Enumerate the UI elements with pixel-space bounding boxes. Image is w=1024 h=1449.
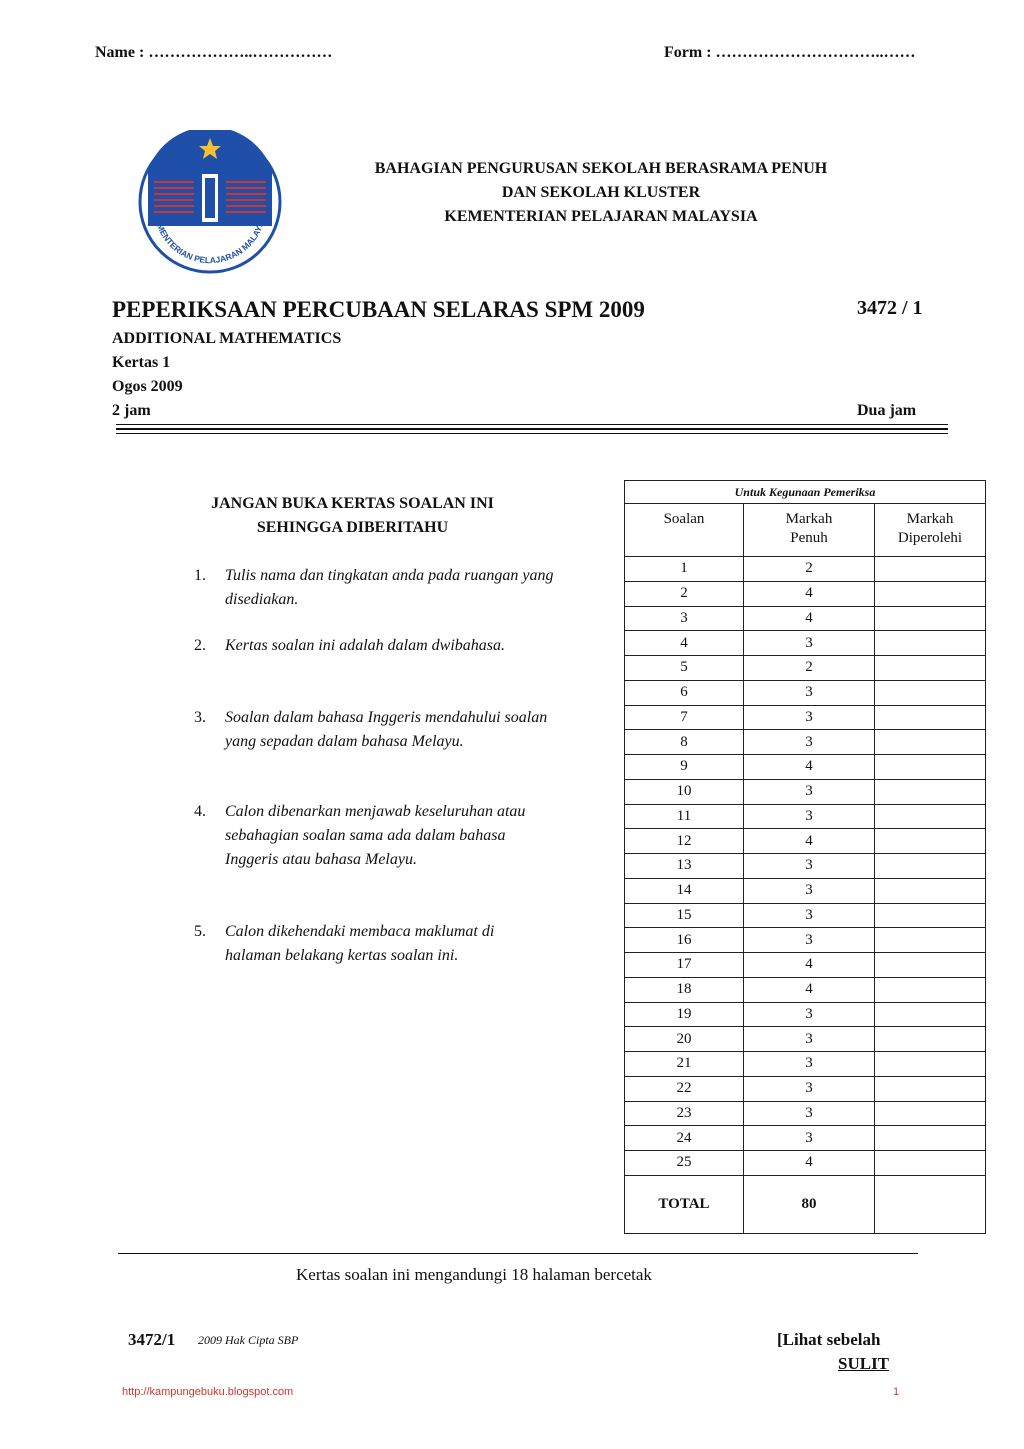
marks-obtained-cell[interactable] (875, 606, 986, 631)
full-marks: 4 (744, 1151, 875, 1176)
full-marks: 3 (744, 854, 875, 879)
question-number: 24 (625, 1126, 744, 1151)
divider-middle (116, 428, 948, 430)
question-number: 8 (625, 730, 744, 755)
marks-obtained-cell[interactable] (875, 878, 986, 903)
question-number: 5 (625, 656, 744, 681)
question-number: 14 (625, 878, 744, 903)
marks-rows (625, 557, 986, 1176)
page-number: 1 (893, 1386, 900, 1398)
column-header-marks-obtained: Markah Diperolehi (875, 504, 986, 557)
full-marks: 3 (744, 730, 875, 755)
table-row (625, 680, 986, 705)
column-header-full-marks: Markah Penuh (744, 504, 875, 557)
instruction-number: 2. (194, 637, 206, 654)
marks-obtained-cell[interactable] (875, 1151, 986, 1176)
table-caption: Untuk Kegunaan Pemeriksa (625, 481, 986, 504)
total-label: TOTAL (625, 1175, 744, 1233)
marks-obtained-cell[interactable] (875, 1076, 986, 1101)
logo-ring-text: EMENTERIAN PELAJARAN MALAYS (153, 217, 266, 266)
classification-label: SULIT (838, 1354, 890, 1373)
full-marks: 4 (744, 581, 875, 606)
marks-obtained-cell[interactable] (875, 903, 986, 928)
table-row (625, 1027, 986, 1052)
marks-obtained-cell[interactable] (875, 705, 986, 730)
divider-bottom (116, 433, 948, 434)
full-marks: 3 (744, 1101, 875, 1126)
instruction-text: Tulis nama dan tingkatan anda pada ruangan yang disediakan. (225, 567, 554, 608)
full-marks: 3 (744, 1027, 875, 1052)
marks-obtained-cell[interactable] (875, 977, 986, 1002)
table-row (625, 631, 986, 656)
see-over-note: [Lihat sebelah (777, 1330, 881, 1349)
marks-obtained-cell[interactable] (875, 557, 986, 582)
marks-obtained-cell[interactable] (875, 854, 986, 879)
marks-obtained-cell[interactable] (875, 1126, 986, 1151)
full-marks: 3 (744, 705, 875, 730)
question-number: 20 (625, 1027, 744, 1052)
table-row (625, 656, 986, 681)
table-row (625, 1151, 986, 1176)
table-row (625, 878, 986, 903)
full-marks: 4 (744, 606, 875, 631)
instruction-text: Calon dibenarkan menjawab keseluruhan atau sebahagian soalan sama ada dalam bahasa Inggeris atau bahasa Melayu. (225, 803, 526, 868)
full-marks: 3 (744, 1002, 875, 1027)
table-row (625, 1002, 986, 1027)
question-number: 15 (625, 903, 744, 928)
warning-line-2: SEHINGGA DIBERITAHU (256, 519, 449, 536)
instruction-text: Soalan dalam bahasa Inggeris mendahului soalan yang sepadan dalam bahasa Melayu. (225, 709, 548, 750)
question-number: 11 (625, 804, 744, 829)
full-marks: 2 (744, 656, 875, 681)
page-count-note: Kertas soalan ini mengandungi 18 halaman bercetak (296, 1265, 652, 1284)
marks-obtained-cell[interactable] (875, 953, 986, 978)
ministry-logo (134, 130, 286, 280)
full-marks: 4 (744, 953, 875, 978)
instruction-item (194, 634, 554, 658)
instruction-item (194, 706, 554, 754)
paper-number: Kertas 1 (112, 354, 171, 371)
full-marks: 3 (744, 631, 875, 656)
total-value: 80 (744, 1175, 875, 1233)
paper-code: 3472 / 1 (857, 297, 923, 319)
table-row (625, 977, 986, 1002)
exam-title: PEPERIKSAAN PERCUBAAN SELARAS SPM 2009 (112, 297, 645, 322)
source-url[interactable]: http://kampungebuku.blogspot.com (122, 1386, 294, 1398)
question-number: 16 (625, 928, 744, 953)
full-marks: 3 (744, 878, 875, 903)
full-marks: 3 (744, 779, 875, 804)
agency-line-2: DAN SEKOLAH KLUSTER (501, 184, 701, 201)
table-row (625, 1126, 986, 1151)
footer-divider (118, 1253, 918, 1254)
marks-obtained-cell[interactable] (875, 581, 986, 606)
marks-obtained-cell[interactable] (875, 1052, 986, 1077)
question-number: 1 (625, 557, 744, 582)
table-row (625, 1101, 986, 1126)
question-number: 23 (625, 1101, 744, 1126)
table-row (625, 730, 986, 755)
question-number: 7 (625, 705, 744, 730)
table-row (625, 953, 986, 978)
table-row (625, 1076, 986, 1101)
total-obtained-cell[interactable] (875, 1175, 986, 1233)
table-row (625, 928, 986, 953)
full-marks: 3 (744, 1126, 875, 1151)
question-number: 17 (625, 953, 744, 978)
examiner-marks-table (624, 480, 986, 1234)
question-number: 19 (625, 1002, 744, 1027)
question-number: 2 (625, 581, 744, 606)
table-row (625, 854, 986, 879)
question-number: 13 (625, 854, 744, 879)
question-number: 18 (625, 977, 744, 1002)
marks-obtained-cell[interactable] (875, 928, 986, 953)
instruction-item (194, 920, 554, 968)
marks-obtained-cell[interactable] (875, 779, 986, 804)
full-marks: 3 (744, 928, 875, 953)
warning-notice (150, 492, 555, 540)
full-marks: 3 (744, 804, 875, 829)
marks-obtained-cell[interactable] (875, 1027, 986, 1052)
marks-obtained-cell[interactable] (875, 730, 986, 755)
marks-obtained-cell[interactable] (875, 1101, 986, 1126)
column-header-question: Soalan (625, 504, 744, 557)
full-marks: 3 (744, 680, 875, 705)
full-marks: 4 (744, 755, 875, 780)
warning-line-1: JANGAN BUKA KERTAS SOALAN INI (211, 495, 494, 512)
name-field: Name : ………………..…………… (95, 44, 333, 61)
agency-line-1: BAHAGIAN PENGURUSAN SEKOLAH BERASRAMA PENUH (374, 160, 828, 177)
question-number: 25 (625, 1151, 744, 1176)
instruction-number: 3. (194, 709, 206, 726)
footer-paper-code: 3472/1 (128, 1330, 176, 1349)
instruction-item (194, 564, 554, 612)
marks-obtained-cell[interactable] (875, 1002, 986, 1027)
instruction-text: Kertas soalan ini adalah dalam dwibahasa. (225, 637, 506, 654)
question-number: 9 (625, 755, 744, 780)
marks-obtained-cell[interactable] (875, 829, 986, 854)
agency-line-3: KEMENTERIAN PELAJARAN MALAYSIA (444, 208, 758, 225)
exam-month: Ogos 2009 (112, 378, 183, 395)
table-row (625, 779, 986, 804)
question-number: 12 (625, 829, 744, 854)
table-row (625, 581, 986, 606)
question-number: 10 (625, 779, 744, 804)
full-marks: 4 (744, 829, 875, 854)
marks-obtained-cell[interactable] (875, 804, 986, 829)
full-marks: 4 (744, 977, 875, 1002)
divider-top (116, 424, 948, 425)
table-row (625, 557, 986, 582)
marks-obtained-cell[interactable] (875, 680, 986, 705)
duration: 2 jam (112, 402, 151, 419)
table-row (625, 1052, 986, 1077)
table-row (625, 705, 986, 730)
marks-obtained-cell[interactable] (875, 755, 986, 780)
instruction-number: 4. (194, 803, 206, 820)
question-number: 3 (625, 606, 744, 631)
subject: ADDITIONAL MATHEMATICS (112, 330, 342, 347)
duration-words: Dua jam (857, 402, 917, 419)
instruction-text: Calon dikehendaki membaca maklumat di halaman belakang kertas soalan ini. (225, 923, 495, 964)
table-row (625, 755, 986, 780)
instruction-number: 5. (194, 923, 206, 940)
question-number: 21 (625, 1052, 744, 1077)
full-marks: 2 (744, 557, 875, 582)
copyright-notice: 2009 Hak Cipta SBP (198, 1333, 299, 1347)
question-number: 4 (625, 631, 744, 656)
table-row (625, 606, 986, 631)
marks-obtained-cell[interactable] (875, 656, 986, 681)
instruction-item (194, 800, 554, 872)
table-row (625, 903, 986, 928)
form-field: Form : …………………………..…… (664, 44, 916, 61)
full-marks: 3 (744, 903, 875, 928)
table-row (625, 829, 986, 854)
full-marks: 3 (744, 1076, 875, 1101)
table-row (625, 804, 986, 829)
question-number: 22 (625, 1076, 744, 1101)
instruction-number: 1. (194, 567, 206, 584)
question-number: 6 (625, 680, 744, 705)
marks-obtained-cell[interactable] (875, 631, 986, 656)
full-marks: 3 (744, 1052, 875, 1077)
